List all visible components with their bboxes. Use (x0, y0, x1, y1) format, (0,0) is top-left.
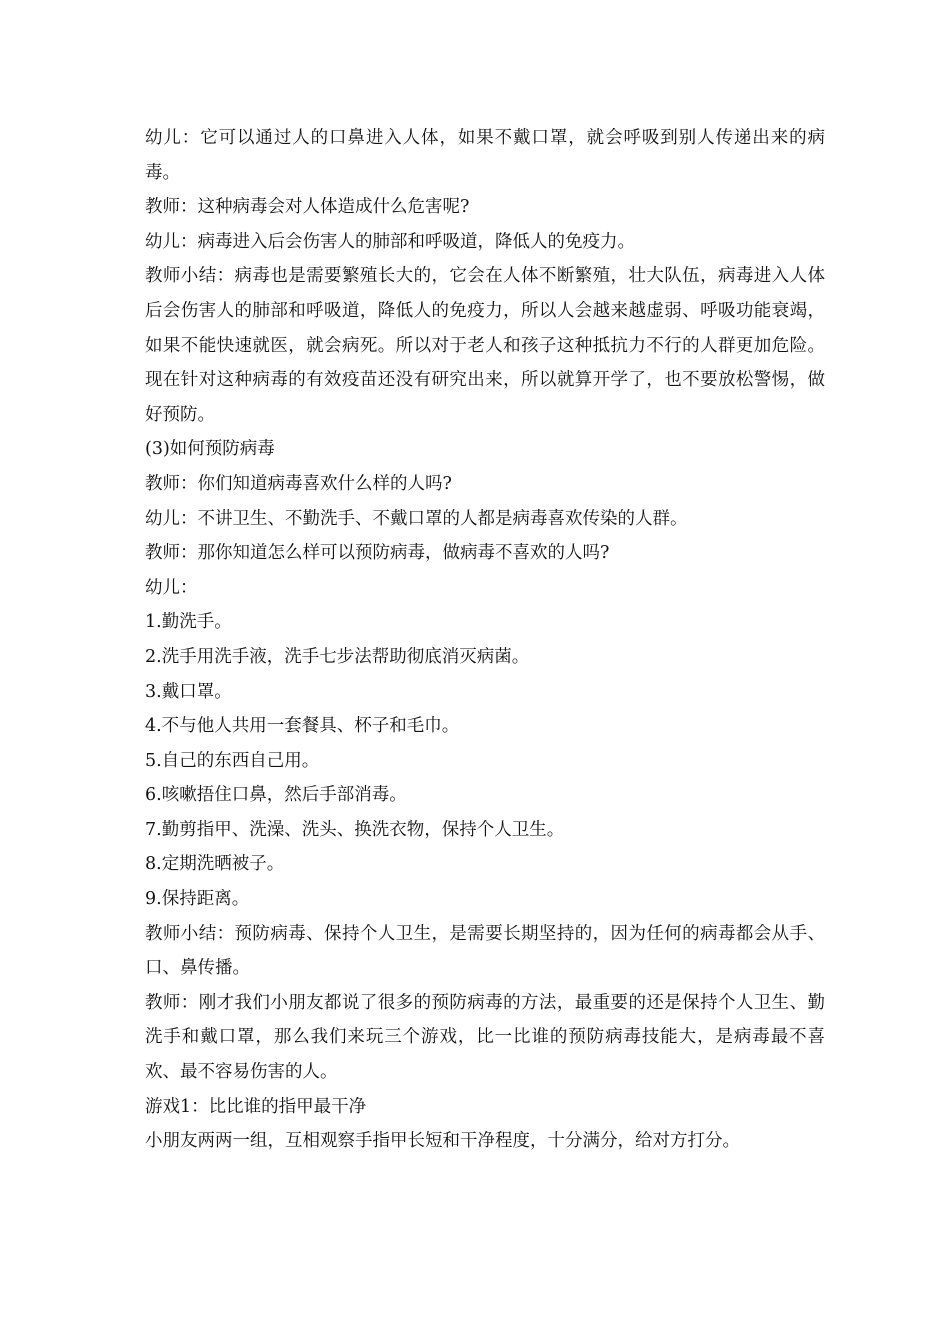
paragraph-child-answer-harm: 幼儿：病毒进入后会伤害人的肺部和呼吸道，降低人的免疫力。 (145, 231, 635, 252)
paragraph-teacher-question-harm: 教师：这种病毒会对人体造成什么危害呢? (145, 197, 470, 218)
paragraph-game-1-rules: 小朋友两两一组，互相观察手指甲长短和干净程度，十分满分，给对方打分。 (145, 1131, 740, 1152)
document-body (145, 121, 825, 1159)
list-item: 9.保持距离。 (145, 889, 250, 910)
paragraph-teacher-question-how: 教师：那你知道怎么样可以预防病毒，做病毒不喜欢的人吗? (145, 543, 610, 564)
list-item: 3.戴口罩。 (145, 681, 232, 702)
list-item: 2.洗手用洗手液，洗手七步法帮助彻底消灭病菌。 (145, 646, 530, 667)
paragraph-teacher-question-who: 教师：你们知道病毒喜欢什么样的人吗? (145, 473, 452, 494)
list-item: 5.自己的东西自己用。 (145, 750, 320, 771)
paragraph-child-answer-who: 幼儿：不讲卫生、不勤洗手、不戴口罩的人都是病毒喜欢传染的人群。 (145, 508, 688, 529)
list-item: 8.定期洗晒被子。 (145, 854, 285, 875)
paragraph-child-answer-transmission: 幼儿：它可以通过人的口鼻进入人体，如果不戴口罩，就会呼吸到别人传递出来的病毒。 (145, 128, 825, 183)
paragraph-child-label: 幼儿： (145, 577, 198, 598)
paragraph-teacher-summary-harm: 教师小结：病毒也是需要繁殖长大的，它会在人体不断繁殖，壮大队伍，病毒进入人体后会伤害人的肺部和呼吸道，降低人的免疫力，所以人会越来越虚弱、呼吸功能衰竭，如果不能快速就医，就会病死。所以对于老人和孩子这种抵抗力不行的人群更加危险。现在针对这种病毒的有效疫苗还没有研究出来，所以就算开学了，也不要放松警惕，做好预防。 (145, 266, 825, 425)
paragraph-teacher-intro-games: 教师：刚才我们小朋友都说了很多的预防病毒的方法，最重要的还是保持个人卫生、勤洗手和戴口罩，那么我们来玩三个游戏，比一比谁的预防病毒技能大，是病毒最不喜欢、最不容易伤害的人。 (145, 992, 825, 1083)
list-item: 7.勤剪指甲、洗澡、洗头、换洗衣物，保持个人卫生。 (145, 819, 565, 840)
list-item: 6.咳嗽捂住口鼻，然后手部消毒。 (145, 785, 407, 806)
paragraph-teacher-summary-prevention: 教师小结：预防病毒、保持个人卫生，是需要长期坚持的，因为任何的病毒都会从手、口、鼻传播。 (145, 923, 825, 979)
game-heading-1: 游戏1：比比谁的指甲最干净 (145, 1096, 367, 1117)
list-item: 1.勤洗手。 (145, 612, 232, 633)
list-item: 4.不与他人共用一套餐具、杯子和毛巾。 (145, 716, 460, 737)
section-heading-prevention: (3)如何预防病毒 (145, 439, 275, 460)
